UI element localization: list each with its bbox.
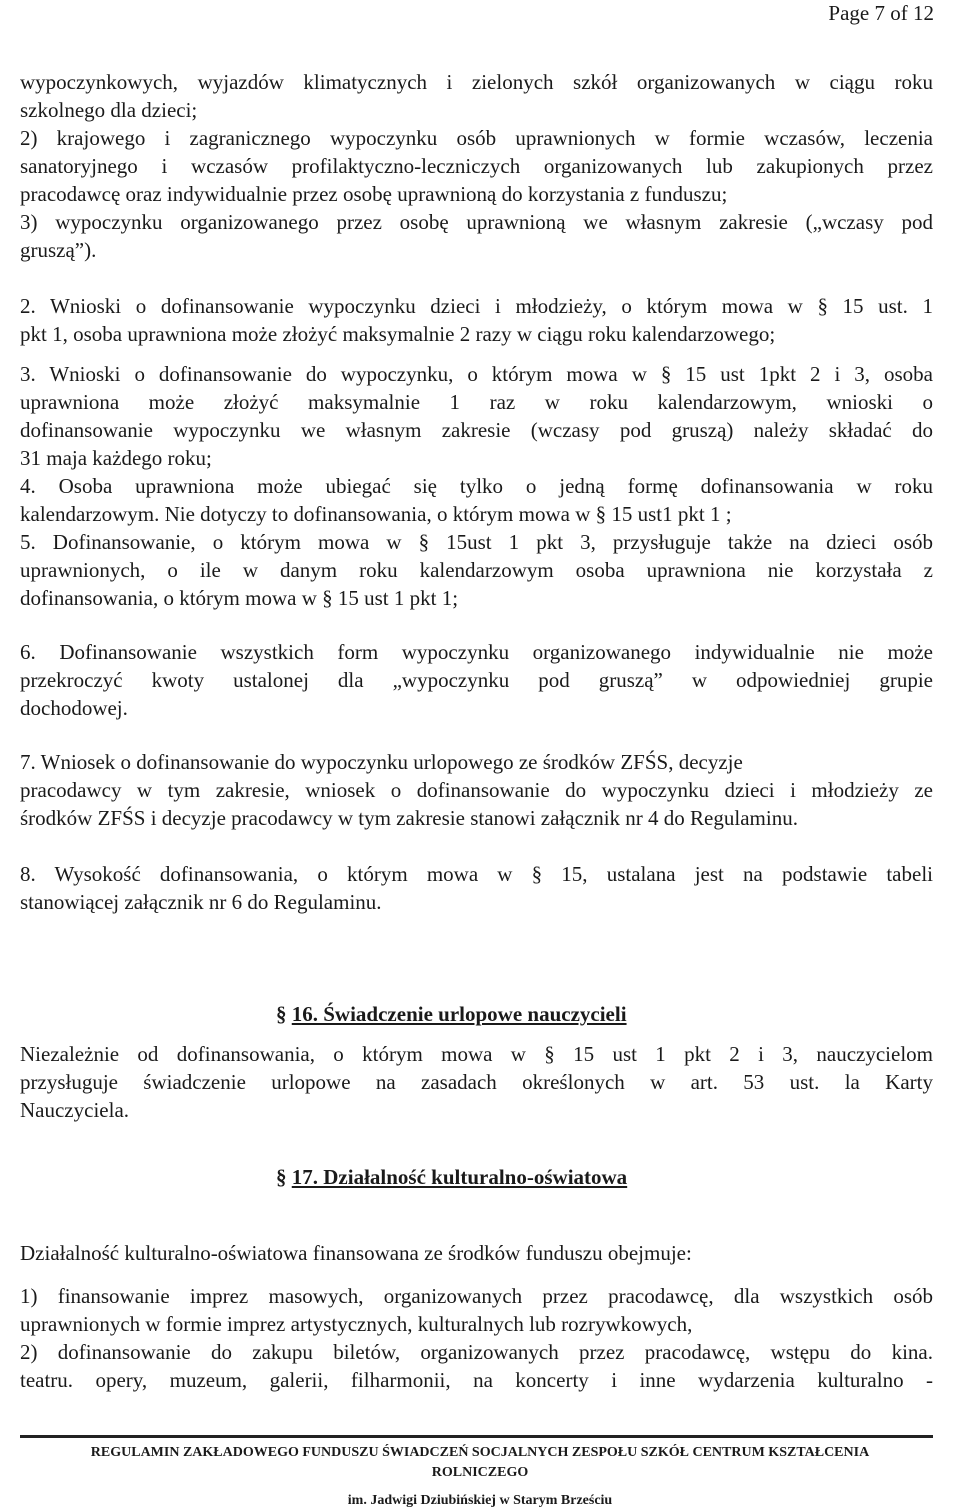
text-line: 2) krajowego i zagranicznego wypoczynku osób uprawnionych w formie wczasów, leczenia [20, 126, 933, 150]
paragraph-item-8 [20, 860, 933, 916]
text-line: uprawniona może złożyć maksymalnie 1 raz w roku kalendarzowym, wnioski o [20, 390, 933, 414]
text-line: 6. Dofinansowanie wszystkich form wypoczynku organizowanego indywidualnie nie może [20, 640, 933, 664]
text-line: 2. Wnioski o dofinansowanie wypoczynku dzieci i młodzieży, o którym mowa w § 15 ust. 1 [20, 294, 933, 318]
text-line: 31 maja każdego roku; [20, 446, 212, 470]
text-line: 3. Wnioski o dofinansowanie do wypoczynku, o którym mowa w § 15 ust 1pkt 2 i 3, osoba [20, 362, 933, 386]
text-line: uprawnionych w formie imprez artystycznych, kulturalnych lub rozrywkowych, [20, 1312, 693, 1336]
section-17-heading [276, 1163, 627, 1191]
paragraph-item-2 [20, 292, 933, 348]
section-17-body [20, 1282, 933, 1394]
text-line: kalendarzowym. Nie dotyczy to dofinansowania, o którym mowa w § 15 ust1 pkt 1 ; [20, 502, 732, 526]
paragraph-item-6 [20, 638, 933, 722]
paragraph-symbol: § [276, 1165, 287, 1189]
text-line: środków ZFŚS i decyzje pracodawcy w tym zakresie stanowi załącznik nr 4 do Regulaminu. [20, 806, 798, 830]
text-line: sanatoryjnego i wczasów profilaktyczno-leczniczych organizowanych lub zakupionych przez [20, 154, 933, 178]
text-line: 8. Wysokość dofinansowania, o którym mowa w § 15, ustalana jest na podstawie tabeli [20, 862, 933, 886]
page-number: Page 7 of 12 [828, 1, 934, 25]
footer-line-1: REGULAMIN ZAKŁADOWEGO FUNDUSZU ŚWIADCZEŃ SOCJALNYCH ZESPOŁU SZKÓŁ CENTRUM KSZTAŁCENIA [90, 1445, 870, 1460]
section-16-heading [276, 1000, 627, 1028]
text-line: szkolnego dla dzieci; [20, 98, 198, 122]
text-line: Nauczyciela. [20, 1098, 130, 1122]
paragraph-item-7 [20, 748, 933, 832]
section-16-body [20, 1040, 933, 1124]
text-line: uprawnionych, o ile w danym roku kalendarzowym osoba uprawniona nie korzystała z [20, 558, 933, 582]
text-line: 1) finansowanie imprez masowych, organizowanych przez pracodawcę, dla wszystkich osób [20, 1284, 933, 1308]
text-line: przekroczyć kwoty ustalonej dla „wypoczynku pod gruszą” w odpowiedniej grupie [20, 668, 933, 692]
footer-line-2: ROLNICZEGO [431, 1465, 529, 1480]
text-line: 5. Dofinansowanie, o którym mowa w § 15ust 1 pkt 3, przysługuje także na dzieci osób [20, 530, 933, 554]
paragraph-items-3-5 [20, 360, 933, 612]
text-line: teatru. opery, muzeum, galerii, filharmonii, na koncerty i inne wydarzenia kulturalno - [20, 1368, 933, 1392]
section-17-intro [20, 1239, 933, 1267]
text-line: Niezależnie od dofinansowania, o którym mowa w § 15 ust 1 pkt 2 i 3, nauczycielom [20, 1042, 933, 1066]
text-line: 3) wypoczynku organizowanego przez osobę uprawnioną we własnym zakresie („wczasy pod [20, 210, 933, 234]
footer-line-3: im. Jadwigi Dziubińskiej w Starym Brześciu [347, 1493, 613, 1508]
text-line: dofinansowania, o którym mowa w § 15 ust 1 pkt 1; [20, 586, 459, 610]
paragraph-wypoczynek-list [20, 68, 933, 264]
text-line: przysługuje świadczenie urlopowe na zasadach określonych w art. 53 ust. la Karty [20, 1070, 933, 1094]
section-16-title: 16. Świadczenie urlopowe nauczycieli [291, 1002, 627, 1026]
text-line: wypoczynkowych, wyjazdów klimatycznych i zielonych szkół organizowanych w ciągu roku [20, 70, 933, 94]
text-line: 7. Wniosek o dofinansowanie do wypoczynku urlopowego ze środków ZFŚS, decyzje [20, 750, 743, 774]
text-line: pracodawcy w tym zakresie, wniosek o dofinansowanie do wypoczynku dzieci i młodzieży ze [20, 778, 933, 802]
text-line: dochodowej. [20, 696, 128, 720]
text-line: 4. Osoba uprawniona może ubiegać się tylko o jedną formę dofinansowania w roku [20, 474, 933, 498]
text-line: gruszą”). [20, 238, 97, 262]
text-line: dofinansowanie wypoczynku we własnym zakresie (wczasy pod gruszą) należy składać do [20, 418, 933, 442]
text-line: pkt 1, osoba uprawniona może złożyć maksymalnie 2 razy w ciągu roku kalendarzowego; [20, 322, 776, 346]
section-17-title: 17. Działalność kulturalno-oświatowa [291, 1165, 628, 1189]
text-line: Działalność kulturalno-oświatowa finansowana ze środków funduszu obejmuje: [20, 1241, 692, 1265]
text-line: pracodawcę oraz indywidualnie przez osobę uprawnioną do korzystania z funduszu; [20, 182, 728, 206]
footer-divider [20, 1435, 933, 1438]
paragraph-symbol: § [276, 1002, 287, 1026]
text-line: 2) dofinansowanie do zakupu biletów, organizowanych przez pracodawcę, wstępu do kina. [20, 1340, 933, 1364]
text-line: stanowiącej załącznik nr 6 do Regulaminu. [20, 890, 382, 914]
